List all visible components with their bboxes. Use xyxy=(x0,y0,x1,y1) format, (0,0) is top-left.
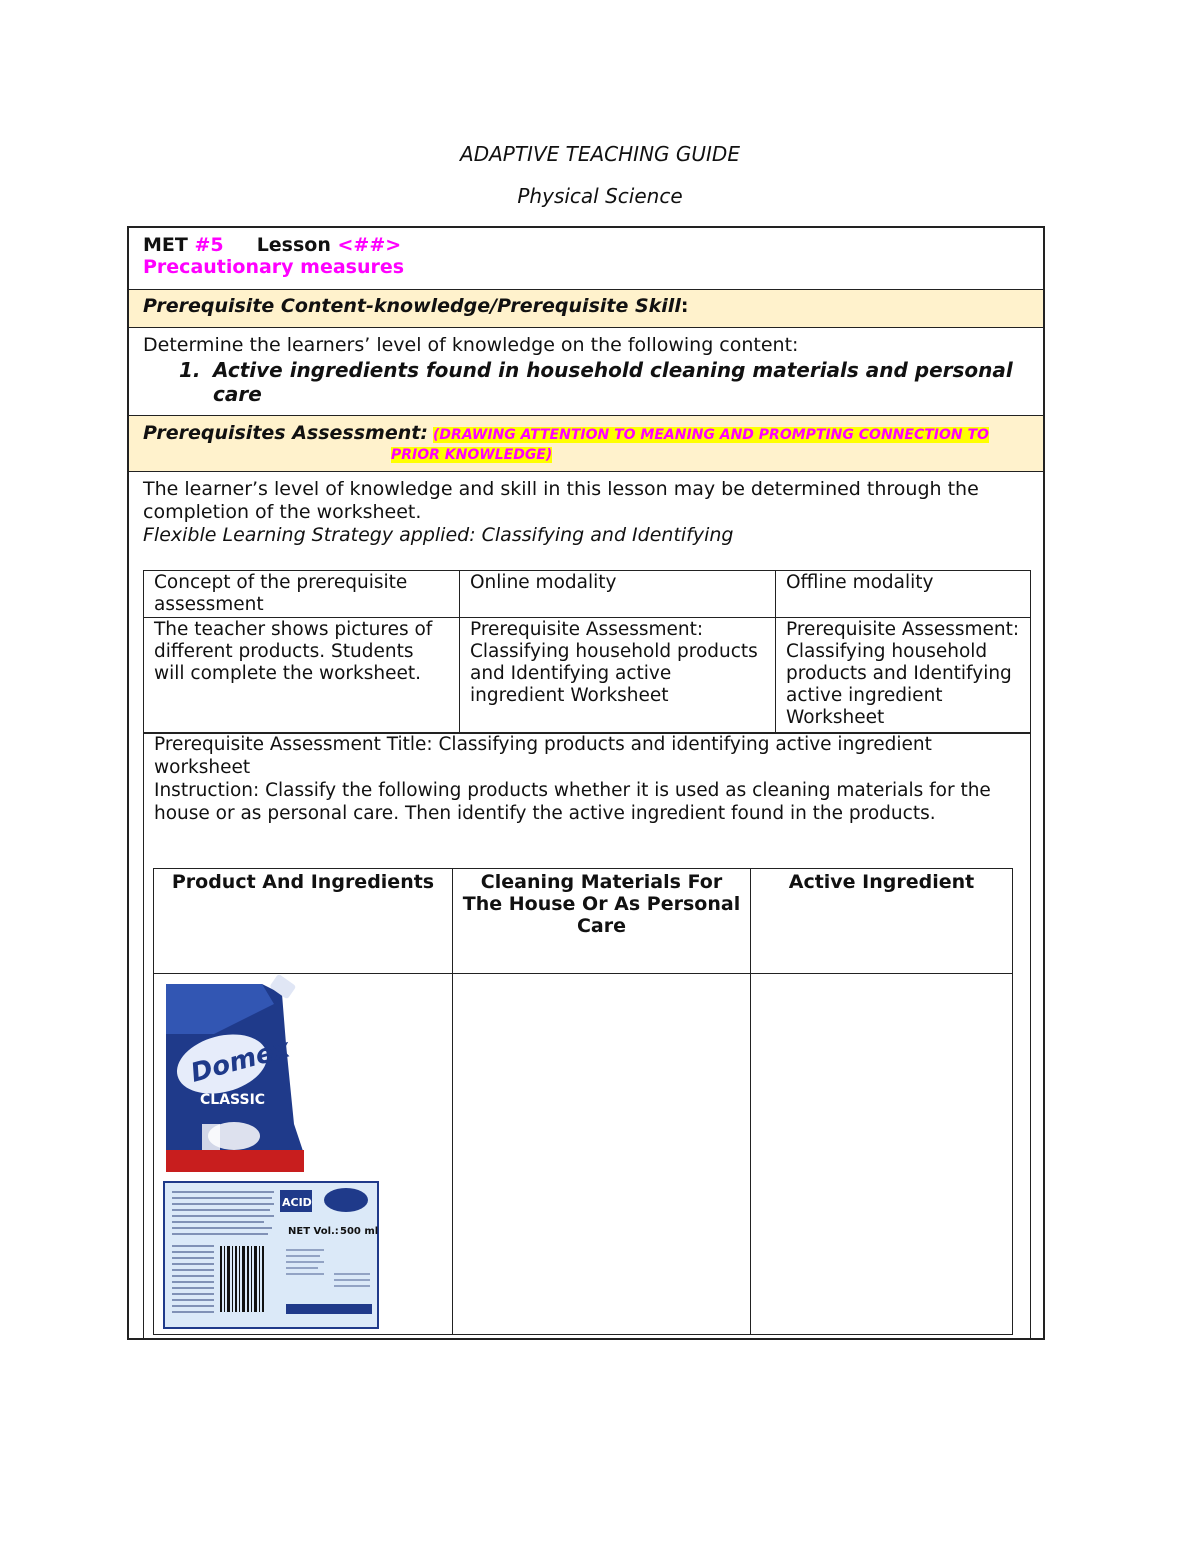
modality-header-offline: Offline modality xyxy=(776,571,1031,618)
assessment-content xyxy=(129,472,1043,562)
prerequisite-item-text: Active ingredients found in household cleaning materials and personal care xyxy=(213,358,1013,406)
modality-header-concept: Concept of the prerequisite assessment xyxy=(144,571,460,618)
assessment-header xyxy=(129,416,1043,472)
assessment-note-line1: (DRAWING ATTENTION TO MEANING AND PROMPTING CONNECTION TO xyxy=(433,427,989,443)
modality-table xyxy=(143,570,1031,734)
domex-product-image xyxy=(154,974,414,1330)
subject-title: Physical Science xyxy=(517,184,683,208)
svg-text:500 ml: 500 ml xyxy=(340,1226,379,1237)
svg-text:Domex: Domex xyxy=(187,1033,294,1089)
met-lesson-row xyxy=(129,228,1043,290)
met-value: #5 xyxy=(194,234,224,256)
modality-header-online: Online modality xyxy=(460,571,776,618)
prerequisite-skill-label: Prerequisite Content-knowledge/Prerequisite Skill xyxy=(143,295,681,317)
modality-cell-online: Prerequisite Assessment: Classifying household products and Identifying active ingredient Worksheet xyxy=(460,618,776,734)
worksheet-col-classification: Cleaning Materials For The House Or As Personal Care xyxy=(453,869,751,974)
worksheet-col-product: Product And Ingredients xyxy=(154,869,453,974)
worksheet-classification-cell[interactable] xyxy=(453,974,751,1335)
modality-cell-concept: The teacher shows pictures of different products. Students will complete the worksheet. xyxy=(144,618,460,734)
teaching-guide-table xyxy=(127,226,1045,1340)
assessment-description: The learner’s level of knowledge and skill in this lesson may be determined through the completion of the worksheet. xyxy=(143,478,979,523)
domex-pouch-icon xyxy=(154,974,414,1330)
lesson-label: Lesson xyxy=(256,234,338,256)
worksheet-table xyxy=(153,868,1013,1335)
prerequisite-item-number: 1. xyxy=(179,358,201,382)
lesson-value: <##> xyxy=(337,234,402,256)
prerequisite-item xyxy=(179,358,1029,406)
modality-cell-offline: Prerequisite Assessment: Classifying household products and Identifying active ingredient Worksheet xyxy=(776,618,1031,734)
worksheet-product-cell xyxy=(154,974,453,1335)
svg-text:NET Vol.:: NET Vol.: xyxy=(288,1226,339,1237)
assessment-label: Prerequisites Assessment: xyxy=(143,422,428,444)
svg-text:CLASSIC: CLASSIC xyxy=(200,1092,266,1108)
svg-text:ACID: ACID xyxy=(282,1196,312,1209)
prerequisite-intro: Determine the learners’ level of knowledge on the following content: xyxy=(143,334,799,356)
met-label: MET xyxy=(143,234,195,256)
prerequisite-skill-colon: : xyxy=(680,295,689,317)
prerequisite-skill-content xyxy=(129,328,1043,416)
flexible-strategy: Flexible Learning Strategy applied: Classifying and Identifying xyxy=(143,524,734,546)
worksheet-title: Prerequisite Assessment Title: Classifying products and identifying active ingredient worksheet xyxy=(154,734,932,778)
document-title: ADAPTIVE TEACHING GUIDE xyxy=(460,142,740,166)
worksheet-active-ingredient-cell[interactable] xyxy=(751,974,1013,1335)
worksheet-col-active-ingredient: Active Ingredient xyxy=(751,869,1013,974)
prerequisite-skill-header xyxy=(129,290,1043,328)
assessment-note-line2: PRIOR KNOWLEDGE) xyxy=(391,447,553,463)
lesson-topic: Precautionary measures xyxy=(143,256,405,278)
worksheet-instruction: Instruction: Classify the following products whether it is used as cleaning materials for the house or as personal care. Then identify the active ingredient found in the products. xyxy=(154,780,991,824)
